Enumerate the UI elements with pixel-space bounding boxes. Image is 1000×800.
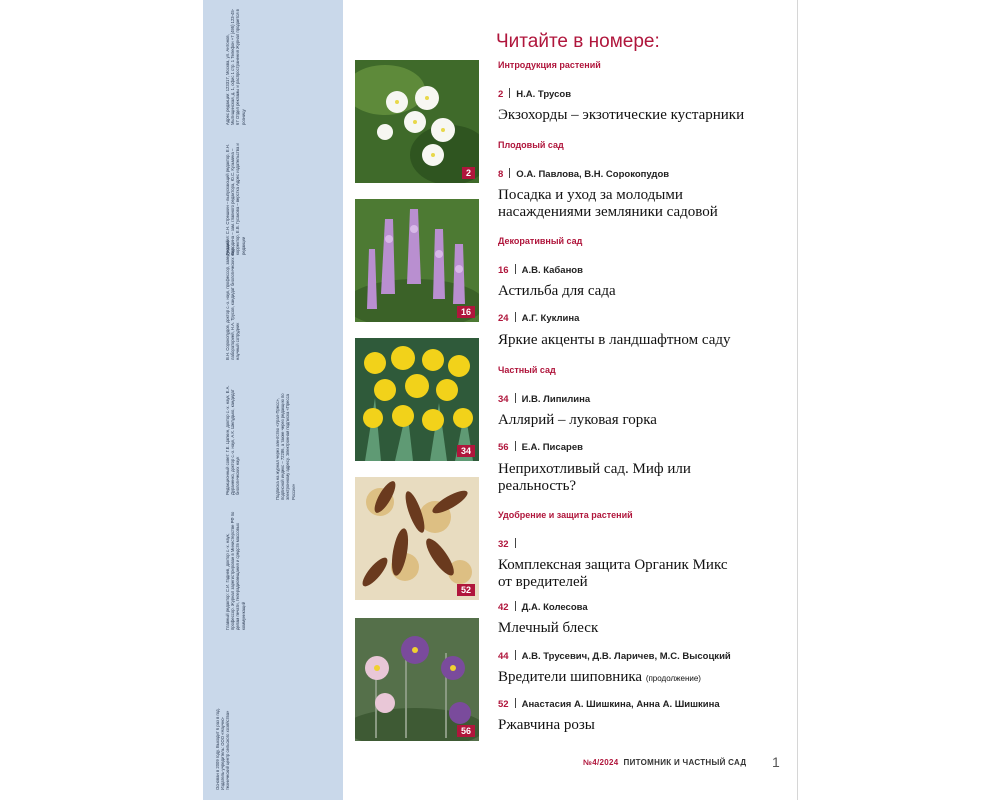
photo-exochorda xyxy=(355,60,479,183)
page-badge: 56 xyxy=(457,725,475,737)
article-title-3[interactable]: Астильба для сада xyxy=(498,283,616,299)
article-meta-5 xyxy=(498,393,590,405)
article-meta-6 xyxy=(498,441,583,453)
article-title-line: Посадка и уход за молодыми xyxy=(498,187,683,203)
page-number: 42 xyxy=(498,602,509,613)
article-title-note: (продолжение) xyxy=(645,674,701,683)
page-footer xyxy=(583,758,746,767)
article-authors: И.В. Липилина xyxy=(521,394,591,405)
imprint-text-1: Адрес редакции: 123317, Москва, ул. Антонов, Мытищинская, д. 1, офис 1 стр. 1 Телефон +7 (495) 123-45-67 Отдел рекламы и распространения Журнал продается в розницу xyxy=(225,8,246,125)
page-badge: 16 xyxy=(457,306,475,318)
article-title-5[interactable]: Аллярий – луковая горка xyxy=(498,412,657,428)
article-title-text: Вредители шиповника xyxy=(498,669,643,685)
imprint-text-6: Главный редактор: С.И. Гадиев, доктор с.-х. наук, профессор. Журнал зарегистрирован в Министерстве РФ по делам печати, телерадиовещания и средств массовых коммуникаций xyxy=(225,511,246,630)
page-number: 52 xyxy=(498,699,509,710)
article-meta-7 xyxy=(498,538,522,550)
imprint-text-3: В.Н. Сорокопудов, доктор с.-х. наук, профессор, заведующий лабораторией, Н.А. Трусов, кандидат биологических наук, научный сотрудник xyxy=(225,240,241,360)
section-decorative-garden: Декоративный сад xyxy=(498,236,583,246)
page-badge: 34 xyxy=(457,445,475,457)
imprint-text-2: Редакция: С.Н. Стрешкин – выпускающий редактор, Е.Н. Бородина – зам. главного редактора, Ю.С. Кузьмина – корректор, Е.В. Гусакова – верстка Адрес издательства и редакции xyxy=(225,143,246,255)
yellow-allium-photo xyxy=(355,338,479,461)
article-meta-3 xyxy=(498,264,583,276)
article-authors: Н.А. Трусов xyxy=(516,89,572,100)
page-badge: 2 xyxy=(462,167,475,179)
rust-spores-photo xyxy=(355,477,479,600)
article-title-10[interactable]: Ржавчина розы xyxy=(498,717,595,733)
article-authors: А.В. Кабанов xyxy=(521,265,583,276)
page-number: 16 xyxy=(498,265,509,276)
journal-name: ПИТОМНИК И ЧАСТНЫЙ САД xyxy=(623,758,747,767)
photo-pasqueflower xyxy=(355,618,479,741)
article-title-4[interactable]: Яркие акценты в ландшафтном саду xyxy=(498,332,731,348)
astilbe-photo xyxy=(355,199,479,322)
section-fruit-garden: Плодовый сад xyxy=(498,140,564,150)
page-number: 32 xyxy=(498,539,509,550)
page-number: 8 xyxy=(498,169,504,180)
issue-number: №4/2024 xyxy=(583,758,619,767)
imprint-text-4: Подписка на журнал через агентство «Урал-Пресс», подписной индекс – 72286, а также через редакцию по электронному адресу. Электронная подписка «Пресса России» xyxy=(275,393,296,500)
article-title-9[interactable] xyxy=(498,669,701,687)
imprint-text-7: Основан в 2009 году. Выходит 6 раз в год. Издатель-учредитель: ООО «Научно-технический центр сельского хозяйства» xyxy=(215,708,231,790)
section-private-garden: Частный сад xyxy=(498,365,556,375)
toc-title: Читайте в номере: xyxy=(496,31,660,52)
article-title-8[interactable]: Млечный блеск xyxy=(498,620,599,636)
article-meta-9 xyxy=(498,650,731,662)
article-title-line: реальность? xyxy=(498,478,577,494)
article-meta-2 xyxy=(498,168,669,180)
article-title-line: Неприхотливый сад. Миф или xyxy=(498,461,691,477)
imprint-column xyxy=(203,0,343,800)
article-meta-8 xyxy=(498,601,588,613)
photo-astilbe xyxy=(355,199,479,322)
page-number: 24 xyxy=(498,313,509,324)
page-number-footer: 1 xyxy=(772,754,780,770)
page-number: 34 xyxy=(498,394,509,405)
page-number: 56 xyxy=(498,442,509,453)
page-number: 44 xyxy=(498,651,509,662)
article-authors: Анастасия А. Шишкина, Анна А. Шишкина xyxy=(521,699,720,710)
article-title-2[interactable] xyxy=(498,187,718,221)
article-title-7[interactable] xyxy=(498,557,728,591)
article-title-line: от вредителей xyxy=(498,574,588,590)
white-flowers-photo xyxy=(355,60,479,183)
section-introduction: Интродукция растений xyxy=(498,60,601,70)
article-authors: О.А. Павлова, В.Н. Сорокопудов xyxy=(516,169,670,180)
article-title-line: Комплексная защита Органик Микс xyxy=(498,557,728,573)
article-title-line: насаждениями земляники садовой xyxy=(498,204,718,220)
page-number: 2 xyxy=(498,89,504,100)
article-meta-4 xyxy=(498,312,579,324)
page-badge: 52 xyxy=(457,584,475,596)
photo-allium xyxy=(355,338,479,461)
article-authors: Е.А. Писарев xyxy=(521,442,583,453)
article-authors: А.Г. Куклина xyxy=(521,313,580,324)
article-title-6[interactable] xyxy=(498,461,691,495)
imprint-text-5: Редакционный совет: Г.Е. Цапкин, доктор с.-х. наук, Е.А. Дураненко, доктор с.-х. наук, А.К. Шелудько, кандидат биологических наук xyxy=(225,385,241,495)
article-meta-1 xyxy=(498,88,571,100)
article-meta-10 xyxy=(498,698,720,710)
photo-rust xyxy=(355,477,479,600)
article-authors: А.В. Трусевич, Д.В. Ларичев, М.С. Высоцкий xyxy=(521,651,731,662)
article-title-1[interactable]: Экзохорды – экзотические кустарники xyxy=(498,107,745,123)
section-fertilizer-protection: Удобрение и защита растений xyxy=(498,510,633,520)
article-authors: Д.А. Колесова xyxy=(521,602,588,613)
pasqueflower-photo xyxy=(355,618,479,741)
